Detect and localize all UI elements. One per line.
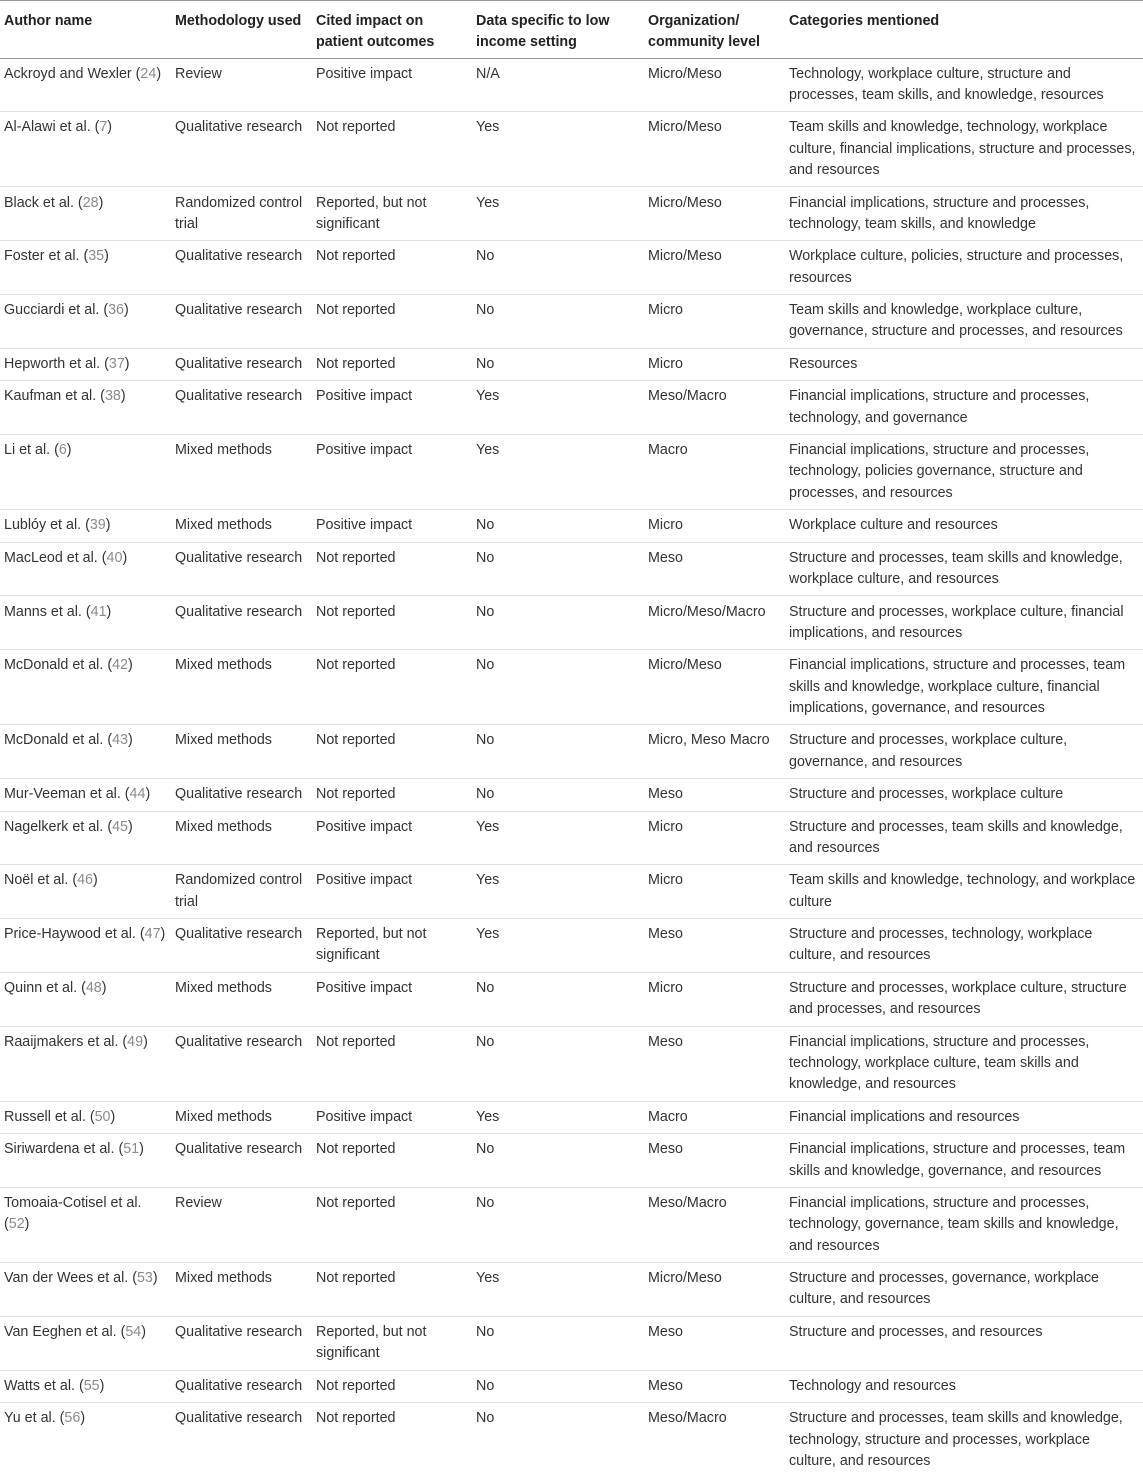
- low-income-cell: N/A: [476, 65, 500, 82]
- low-income-cell: No: [476, 1323, 495, 1340]
- methodology-cell: Randomized control trial: [175, 872, 303, 910]
- citation-ref: 56: [64, 1410, 81, 1427]
- author-cell: MacLeod et al. (40): [4, 549, 128, 566]
- author-name: McDonald et al.: [4, 732, 104, 749]
- author-cell: Ackroyd and Wexler (24): [4, 65, 162, 82]
- table-row: [0, 779, 1143, 811]
- table-row: [0, 381, 1143, 435]
- organization-level-cell: Micro, Meso Macro: [648, 732, 770, 749]
- citation-ref: 35: [88, 248, 105, 265]
- author-cell: Van der Wees et al. (53): [4, 1270, 158, 1287]
- citation-ref: 44: [129, 786, 146, 803]
- impact-cell: Positive impact: [316, 979, 413, 996]
- table-row: [0, 1316, 1143, 1370]
- table-body: [0, 58, 1143, 1477]
- categories-cell: Financial implications and resources: [789, 1108, 1020, 1125]
- citation-ref: 55: [83, 1377, 100, 1394]
- citation-ref: 37: [108, 355, 125, 372]
- organization-level-cell: Micro/Meso: [648, 1270, 722, 1287]
- citation-ref: 6: [58, 442, 67, 459]
- citation-ref: 42: [112, 657, 128, 674]
- citation-ref: 54: [125, 1323, 142, 1340]
- categories-cell: Workplace culture, policies, structure and processes, resources: [789, 248, 1124, 286]
- impact-cell: Not reported: [316, 1141, 396, 1158]
- author-cell: Foster et al. (35): [4, 248, 109, 265]
- organization-level-cell: Meso: [648, 1323, 683, 1340]
- categories-cell: Structure and processes, governance, workplace culture, and resources: [789, 1270, 1099, 1308]
- methodology-cell: Qualitative research: [175, 1410, 303, 1427]
- impact-cell: Not reported: [316, 302, 396, 319]
- author-cell: Yu et al. (56): [4, 1410, 86, 1427]
- impact-cell: Positive impact: [316, 65, 413, 82]
- impact-cell: Not reported: [316, 1270, 396, 1287]
- author-name: Manns et al.: [4, 603, 82, 620]
- methodology-cell: Qualitative research: [175, 1141, 303, 1158]
- citation-ref: 24: [140, 65, 157, 82]
- table-row: [0, 295, 1143, 349]
- author-name: Al-Alawi et al.: [4, 119, 91, 136]
- citation-ref: 50: [94, 1108, 111, 1125]
- categories-cell: Structure and processes, workplace culture, financial implications, and resources: [789, 603, 1124, 641]
- header-categories: Categories mentioned: [785, 1, 1143, 59]
- methodology-cell: Mixed methods: [175, 657, 272, 674]
- categories-cell: Financial implications, structure and processes, technology, workplace culture, team skills and knowledge, and resources: [789, 1033, 1090, 1093]
- categories-cell: Workplace culture and resources: [789, 517, 998, 534]
- methodology-cell: Mixed methods: [175, 1108, 272, 1125]
- categories-cell: Team skills and knowledge, technology, workplace culture, financial implications, structure and processes, and resources: [789, 119, 1136, 179]
- organization-level-cell: Micro: [648, 517, 683, 534]
- author-name: Ackroyd and Wexler: [4, 65, 132, 82]
- impact-cell: Reported, but not significant: [316, 194, 427, 232]
- impact-cell: Not reported: [316, 1377, 396, 1394]
- author-cell: Van Eeghen et al. (54): [4, 1323, 147, 1340]
- header-author-name: Author name: [0, 1, 171, 59]
- author-name: Black et al.: [4, 194, 74, 211]
- low-income-cell: No: [476, 732, 495, 749]
- methodology-cell: Qualitative research: [175, 302, 303, 319]
- citation-ref: 40: [106, 549, 123, 566]
- methodology-cell: Qualitative research: [175, 603, 303, 620]
- low-income-cell: No: [476, 549, 495, 566]
- author-cell: Watts et al. (55): [4, 1377, 105, 1394]
- table-row: [0, 865, 1143, 919]
- impact-cell: Not reported: [316, 1195, 396, 1212]
- methodology-cell: Mixed methods: [175, 979, 272, 996]
- author-name: Russell et al.: [4, 1108, 86, 1125]
- low-income-cell: No: [476, 1410, 495, 1427]
- table-row: [0, 58, 1143, 112]
- citation-ref: 48: [85, 979, 102, 996]
- methodology-cell: Qualitative research: [175, 786, 303, 803]
- citation-ref: 38: [104, 388, 121, 405]
- citation-ref: 43: [112, 732, 128, 749]
- organization-level-cell: Micro/Meso: [648, 194, 722, 211]
- impact-cell: Positive impact: [316, 442, 413, 459]
- categories-cell: Technology, workplace culture, structure and processes, team skills, and knowledge, resources: [789, 65, 1104, 103]
- categories-cell: Financial implications, structure and processes, technology, policies governance, structure and processes, and resources: [789, 442, 1090, 501]
- organization-level-cell: Macro: [648, 442, 688, 459]
- header-organization-level: Organization/ community level: [644, 1, 785, 59]
- categories-cell: Team skills and knowledge, workplace culture, governance, structure and processes, and resources: [789, 302, 1123, 340]
- impact-cell: Positive impact: [316, 872, 413, 889]
- author-name: Hepworth et al.: [4, 355, 101, 372]
- low-income-cell: Yes: [476, 194, 500, 211]
- methodology-cell: Mixed methods: [175, 818, 272, 835]
- low-income-cell: No: [476, 979, 495, 996]
- methodology-cell: Qualitative research: [175, 388, 303, 405]
- table-row: [0, 348, 1143, 380]
- low-income-cell: Yes: [476, 388, 500, 405]
- categories-cell: Structure and processes, team skills and knowledge, workplace culture, and resources: [789, 549, 1123, 588]
- author-name: Li et al.: [4, 442, 51, 459]
- author-name: Quinn et al.: [4, 979, 78, 996]
- table-row: [0, 542, 1143, 596]
- header-cited-impact: Cited impact on patient outcomes: [312, 1, 472, 59]
- low-income-cell: No: [476, 248, 495, 265]
- author-cell: Li et al. (6): [4, 442, 72, 459]
- categories-cell: Team skills and knowledge, technology, and workplace culture: [789, 872, 1136, 910]
- table-row: [0, 1101, 1143, 1133]
- impact-cell: Positive impact: [316, 388, 413, 405]
- author-cell: Al-Alawi et al. (7): [4, 119, 113, 136]
- low-income-cell: No: [476, 603, 495, 620]
- author-name: Yu et al.: [4, 1410, 56, 1427]
- methodology-cell: Mixed methods: [175, 442, 272, 459]
- impact-cell: Not reported: [316, 248, 396, 265]
- author-name: Gucciardi et al.: [4, 302, 100, 319]
- low-income-cell: No: [476, 1033, 495, 1050]
- low-income-cell: Yes: [476, 926, 500, 943]
- methodology-cell: Qualitative research: [175, 119, 303, 136]
- author-name: Tomoaia-Cotisel et al.: [4, 1195, 142, 1212]
- methodology-cell: Qualitative research: [175, 926, 303, 943]
- citation-ref: 36: [108, 302, 124, 319]
- categories-cell: Financial implications, structure and processes, team skills and knowledge, workplace culture, financial implications, governance, and resources: [789, 657, 1126, 716]
- categories-cell: Structure and processes, team skills and knowledge, technology, structure and processes, workplace culture, and resources: [789, 1410, 1123, 1469]
- low-income-cell: No: [476, 1377, 495, 1394]
- organization-level-cell: Micro/Meso: [648, 248, 722, 265]
- categories-cell: Structure and processes, workplace culture, governance, and resources: [789, 732, 1068, 770]
- organization-level-cell: Meso/Macro: [648, 388, 727, 405]
- author-name: McDonald et al.: [4, 657, 104, 674]
- author-name: Foster et al.: [4, 248, 80, 265]
- citation-ref: 52: [8, 1216, 25, 1233]
- categories-cell: Financial implications, structure and processes, technology, and governance: [789, 388, 1090, 426]
- author-cell: McDonald et al. (43): [4, 732, 133, 749]
- author-name: Van der Wees et al.: [4, 1270, 129, 1287]
- organization-level-cell: Micro: [648, 872, 683, 889]
- author-cell: McDonald et al. (42): [4, 657, 133, 674]
- methodology-cell: Randomized control trial: [175, 194, 303, 232]
- table-row: [0, 972, 1143, 1026]
- author-cell: Raaijmakers et al. (49): [4, 1033, 148, 1050]
- low-income-cell: No: [476, 1141, 495, 1158]
- impact-cell: Not reported: [316, 603, 396, 620]
- methodology-cell: Qualitative research: [175, 248, 303, 265]
- citation-ref: 39: [89, 517, 106, 534]
- citation-ref: 53: [136, 1270, 153, 1287]
- author-cell: Lublóy et al. (39): [4, 517, 111, 534]
- author-cell: Tomoaia-Cotisel et al. (52): [4, 1195, 142, 1233]
- author-cell: Siriwardena et al. (51): [4, 1141, 144, 1158]
- author-name: Lublóy et al.: [4, 517, 82, 534]
- organization-level-cell: Meso: [648, 549, 683, 566]
- organization-level-cell: Meso/Macro: [648, 1195, 727, 1212]
- author-name: Nagelkerk et al.: [4, 818, 104, 835]
- table-row: [0, 1263, 1143, 1317]
- table-row: [0, 811, 1143, 865]
- categories-cell: Structure and processes, workplace culture, structure and processes, and resources: [789, 979, 1127, 1018]
- table-header: [0, 1, 1143, 59]
- author-name: Watts et al.: [4, 1377, 75, 1394]
- author-name: Kaufman et al.: [4, 388, 97, 405]
- author-cell: Noël et al. (46): [4, 872, 98, 889]
- author-name: MacLeod et al.: [4, 549, 98, 566]
- impact-cell: Not reported: [316, 1410, 396, 1427]
- author-cell: Mur-Veeman et al. (44): [4, 786, 151, 803]
- methodology-cell: Review: [175, 65, 222, 82]
- organization-level-cell: Meso/Macro: [648, 1410, 727, 1427]
- table-row: [0, 1026, 1143, 1101]
- citation-ref: 47: [144, 926, 161, 943]
- citation-ref: 41: [90, 603, 107, 620]
- table-row: [0, 725, 1143, 779]
- table-row: [0, 187, 1143, 241]
- impact-cell: Positive impact: [316, 1108, 413, 1125]
- categories-cell: Financial implications, structure and processes, technology, governance, team skills and knowledge, and resources: [789, 1195, 1119, 1254]
- table-row: [0, 596, 1143, 650]
- impact-cell: Reported, but not significant: [316, 1323, 427, 1362]
- methodology-cell: Mixed methods: [175, 732, 272, 749]
- author-name: Noël et al.: [4, 872, 69, 889]
- author-name: Van Eeghen et al.: [4, 1323, 117, 1340]
- table-row: [0, 1188, 1143, 1263]
- methodology-cell: Qualitative research: [175, 355, 303, 372]
- methodology-cell: Mixed methods: [175, 1270, 272, 1287]
- citation-ref: 7: [99, 119, 108, 136]
- citation-ref: 45: [112, 818, 128, 835]
- low-income-cell: No: [476, 517, 495, 534]
- low-income-cell: Yes: [476, 1270, 500, 1287]
- impact-cell: Positive impact: [316, 818, 413, 835]
- author-cell: Hepworth et al. (37): [4, 355, 130, 372]
- impact-cell: Not reported: [316, 1033, 396, 1050]
- categories-cell: Financial implications, structure and processes, technology, team skills, and knowledge: [789, 194, 1090, 232]
- methodology-cell: Qualitative research: [175, 549, 303, 566]
- low-income-cell: No: [476, 1195, 495, 1212]
- author-name: Siriwardena et al.: [4, 1141, 115, 1158]
- low-income-cell: Yes: [476, 119, 500, 136]
- categories-cell: Structure and processes, workplace culture: [789, 786, 1064, 803]
- organization-level-cell: Meso: [648, 786, 683, 803]
- low-income-cell: Yes: [476, 872, 500, 889]
- low-income-cell: Yes: [476, 818, 500, 835]
- impact-cell: Not reported: [316, 732, 396, 749]
- impact-cell: Not reported: [316, 549, 396, 566]
- categories-cell: Structure and processes, and resources: [789, 1323, 1043, 1340]
- low-income-cell: Yes: [476, 442, 500, 459]
- author-name: Price-Haywood et al.: [4, 926, 136, 943]
- low-income-cell: No: [476, 657, 495, 674]
- author-cell: Kaufman et al. (38): [4, 388, 126, 405]
- impact-cell: Positive impact: [316, 517, 413, 534]
- methodology-cell: Qualitative research: [175, 1377, 303, 1394]
- categories-cell: Resources: [789, 355, 858, 372]
- categories-cell: Structure and processes, technology, workplace culture, and resources: [789, 926, 1093, 964]
- author-cell: Nagelkerk et al. (45): [4, 818, 133, 835]
- citation-ref: 46: [77, 872, 94, 889]
- organization-level-cell: Micro: [648, 818, 683, 835]
- impact-cell: Not reported: [316, 355, 396, 372]
- low-income-cell: Yes: [476, 1108, 500, 1125]
- organization-level-cell: Meso: [648, 1033, 683, 1050]
- low-income-cell: No: [476, 302, 495, 319]
- header-methodology: Methodology used: [171, 1, 312, 59]
- citation-ref: 28: [82, 194, 99, 211]
- impact-cell: Reported, but not significant: [316, 926, 427, 964]
- organization-level-cell: Micro/Meso/Macro: [648, 603, 766, 620]
- citation-ref: 51: [123, 1141, 140, 1158]
- table-row: [0, 1370, 1143, 1402]
- impact-cell: Not reported: [316, 119, 396, 136]
- organization-level-cell: Meso: [648, 1377, 683, 1394]
- table-row: [0, 650, 1143, 725]
- citation-ref: 49: [127, 1033, 144, 1050]
- table-row: [0, 510, 1143, 542]
- table-row: [0, 435, 1143, 510]
- organization-level-cell: Meso: [648, 926, 683, 943]
- impact-cell: Not reported: [316, 786, 396, 803]
- author-cell: Black et al. (28): [4, 194, 104, 211]
- organization-level-cell: Micro: [648, 979, 683, 996]
- author-cell: Manns et al. (41): [4, 603, 112, 620]
- categories-cell: Structure and processes, team skills and knowledge, and resources: [789, 818, 1123, 856]
- organization-level-cell: Micro/Meso: [648, 65, 722, 82]
- methodology-cell: Qualitative research: [175, 1033, 303, 1050]
- author-cell: Russell et al. (50): [4, 1108, 116, 1125]
- header-row: [0, 1, 1143, 59]
- organization-level-cell: Micro/Meso: [648, 657, 722, 674]
- methodology-cell: Mixed methods: [175, 517, 272, 534]
- organization-level-cell: Macro: [648, 1108, 688, 1125]
- low-income-cell: No: [476, 355, 495, 372]
- organization-level-cell: Meso: [648, 1141, 683, 1158]
- methodology-cell: Qualitative research: [175, 1323, 303, 1340]
- table-row: [0, 241, 1143, 295]
- author-cell: Gucciardi et al. (36): [4, 302, 129, 319]
- organization-level-cell: Micro: [648, 355, 683, 372]
- header-low-income: Data specific to low income setting: [472, 1, 644, 59]
- categories-cell: Technology and resources: [789, 1377, 956, 1394]
- author-name: Raaijmakers et al.: [4, 1033, 119, 1050]
- methodology-cell: Review: [175, 1195, 222, 1212]
- organization-level-cell: Micro: [648, 302, 683, 319]
- table-row: [0, 919, 1143, 973]
- table-row: [0, 112, 1143, 187]
- organization-level-cell: Micro/Meso: [648, 119, 722, 136]
- table-row: [0, 1134, 1143, 1188]
- author-cell: Quinn et al. (48): [4, 979, 107, 996]
- impact-cell: Not reported: [316, 657, 396, 674]
- categories-cell: Financial implications, structure and processes, team skills and knowledge, governance, and resources: [789, 1141, 1126, 1179]
- author-name: Mur-Veeman et al.: [4, 786, 121, 803]
- low-income-cell: No: [476, 786, 495, 803]
- author-cell: Price-Haywood et al. (47): [4, 926, 166, 943]
